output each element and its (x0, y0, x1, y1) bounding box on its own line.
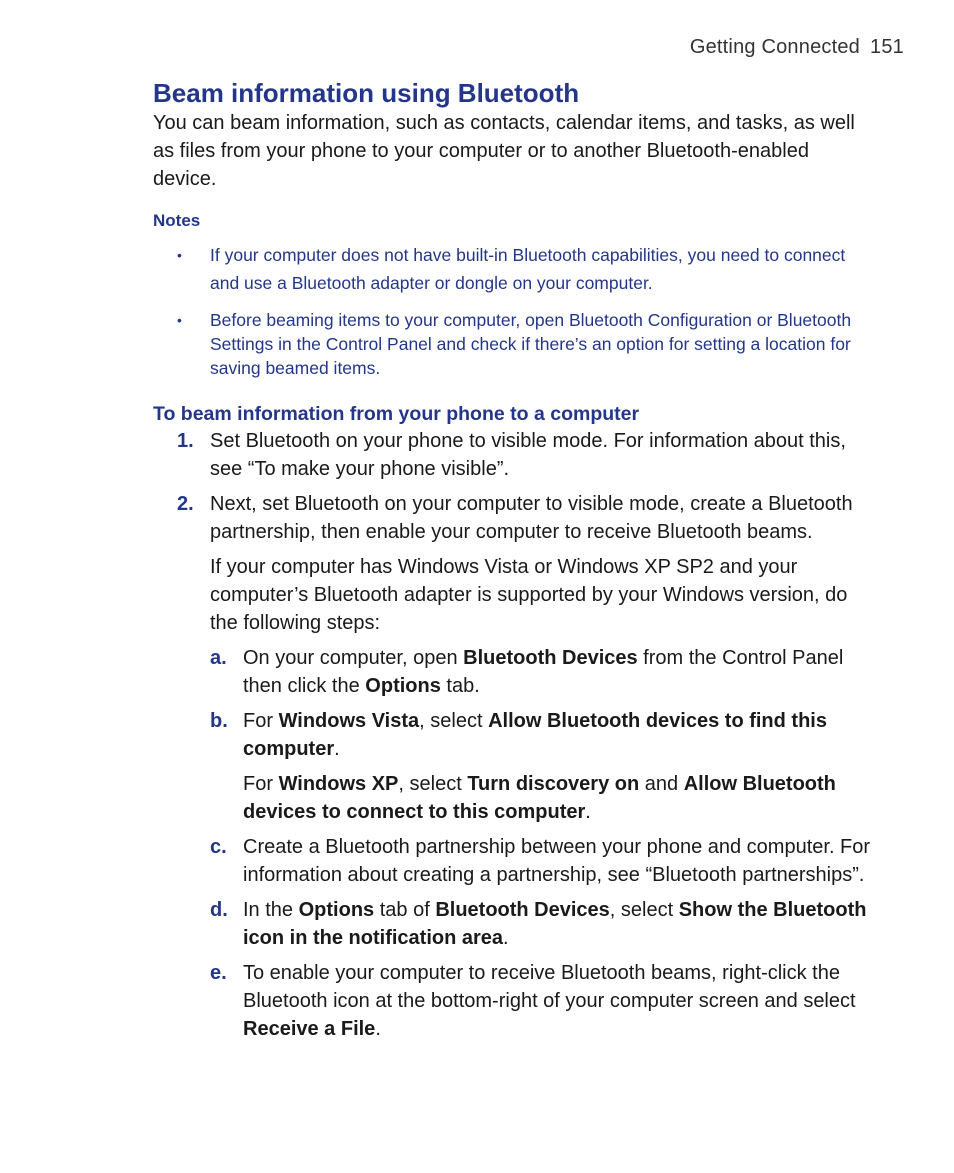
step-text: Next, set Bluetooth on your computer to visible mode, create a Bluetooth partnership, then enable your computer to receive Bluetooth beams. (210, 493, 853, 543)
page-content (153, 77, 873, 1043)
substep-letter: a. (210, 647, 227, 669)
substep-letter: b. (210, 710, 228, 732)
ui-term: Options (365, 675, 441, 697)
note-text: If your computer does not have built-in Bluetooth capabilities, you need to connect and use a Bluetooth adapter or dongle on your computer. (210, 245, 846, 293)
ui-term: Options (298, 899, 375, 921)
notes-heading: Notes (153, 211, 201, 230)
step-1 (153, 427, 873, 483)
substep-text-secondary: For Windows XP, select Turn discovery on and Allow Bluetooth devices to connect to this computer. (243, 773, 836, 823)
substep-text: In the Options tab of Bluetooth Devices, select Show the Bluetooth icon in the notification area. (243, 899, 867, 949)
procedure-heading: To beam information from your phone to a computer (153, 403, 640, 425)
substep-text: Create a Bluetooth partnership between your phone and computer. For information about creating a partnership, see “Bluetooth partnerships”. (243, 836, 871, 886)
substep-text: For Windows Vista, select Allow Bluetooth devices to find this computer. (243, 710, 827, 760)
ui-term: Allow Bluetooth devices to connect to this computer (243, 773, 836, 823)
page-title: Beam information using Bluetooth (153, 78, 580, 108)
page-number: 151 (870, 36, 904, 58)
ui-term: Windows XP (278, 773, 399, 795)
substep-d (210, 896, 873, 952)
procedure-steps (153, 427, 873, 1043)
running-header (690, 36, 904, 59)
step-number: 1. (177, 430, 194, 452)
ui-term: Show the Bluetooth icon in the notification area (243, 899, 867, 949)
ui-term: Receive a File (243, 1018, 376, 1040)
header-section: Getting Connected (689, 36, 861, 58)
step-text-secondary: If your computer has Windows Vista or Windows XP SP2 and your computer’s Bluetooth adapter is supported by your Windows version, do the following steps: (210, 556, 848, 634)
note-text: Before beaming items to your computer, open Bluetooth Configuration or Bluetooth Settings in the Control Panel and check if there’s an option for setting a location for saving beamed items. (210, 310, 852, 378)
ui-term: Turn discovery on (467, 773, 640, 795)
note-item (153, 308, 873, 380)
intro-paragraph: You can beam information, such as contacts, calendar items, and tasks, as well as files from your phone to your computer or to another Bluetooth-enabled device. (153, 112, 855, 190)
substeps (210, 644, 873, 1043)
notes-list (153, 241, 873, 380)
step-2 (153, 490, 873, 1043)
substep-letter: c. (210, 836, 227, 858)
ui-term: Windows Vista (278, 710, 420, 732)
step-text: Set Bluetooth on your phone to visible mode. For information about this, see “To make your phone visible”. (210, 430, 846, 480)
substep-c (210, 833, 873, 889)
bullet-icon: • (177, 247, 182, 263)
substep-text: To enable your computer to receive Bluetooth beams, right-click the Bluetooth icon at the bottom-right of your computer screen and select Receive a File. (243, 962, 856, 1040)
substep-b (210, 707, 873, 826)
ui-term: Allow Bluetooth devices to find this computer (243, 710, 827, 760)
substep-a (210, 644, 873, 700)
substep-letter: d. (210, 899, 228, 921)
ui-term: Bluetooth Devices (435, 899, 610, 921)
ui-term: Bluetooth Devices (463, 647, 638, 669)
bullet-icon: • (177, 312, 182, 328)
substep-text: On your computer, open Bluetooth Devices from the Control Panel then click the Options tab. (243, 647, 844, 697)
note-item (153, 241, 873, 297)
substep-letter: e. (210, 962, 227, 984)
substep-e (210, 959, 873, 1043)
step-number: 2. (177, 493, 194, 515)
